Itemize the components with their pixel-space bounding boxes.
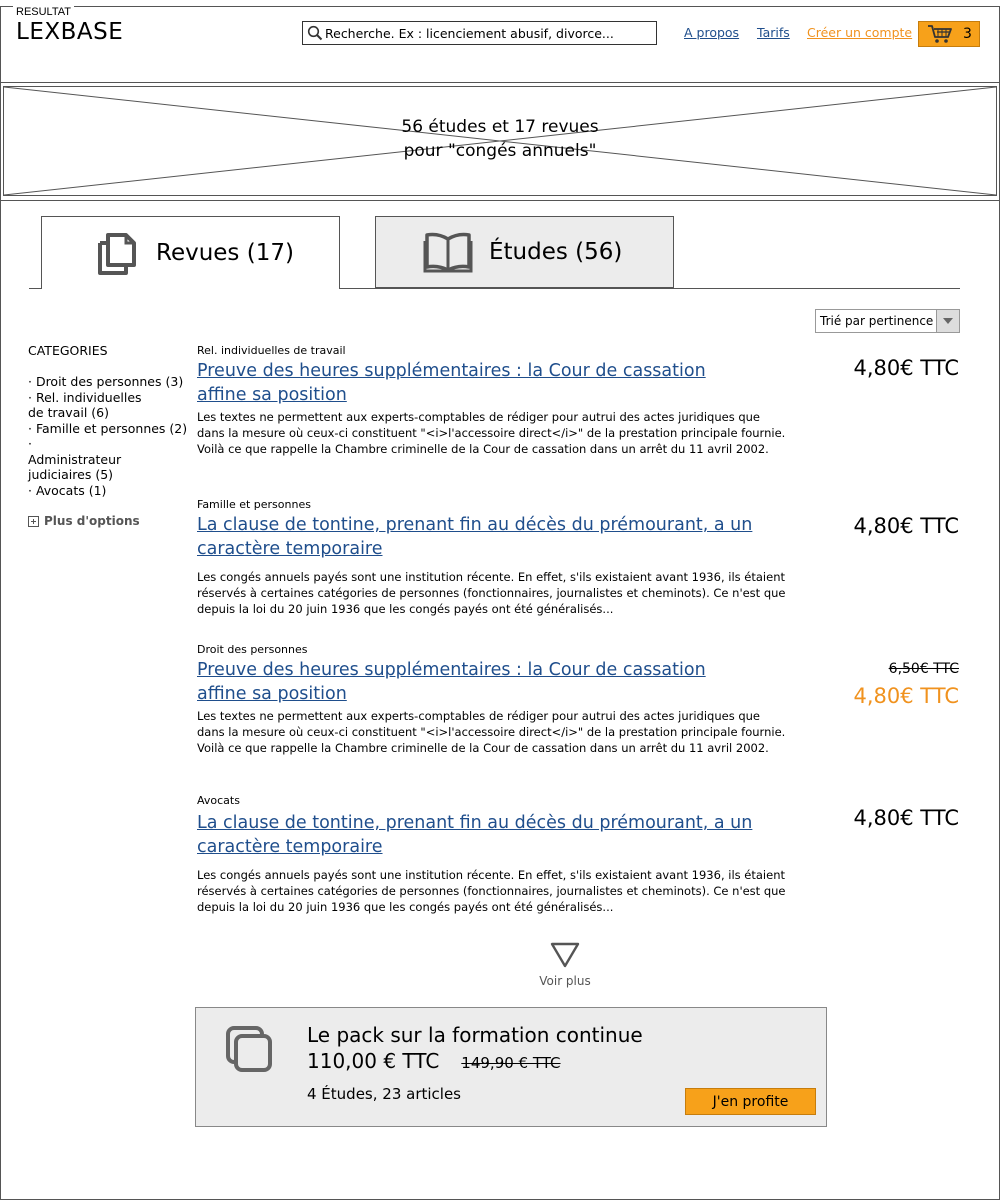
pack-title: Le pack sur la formation continue: [307, 1023, 643, 1047]
nav-link-signup[interactable]: Créer un compte: [807, 25, 913, 40]
more-options-label: Plus d'options: [44, 514, 140, 528]
banner-line-1: 56 études et 17 revues: [401, 117, 599, 137]
result-description: Les textes ne permettent aux experts-comptables de rédiger pour autrui des actes juridiques que dans la mesure où ceux-ci constituent "<i>l'accessoire direct</i>" de la prestation principale fournie. Voilà ce que rappelle la Chambre criminelle de la Cour de cassation dans un arrêt du 11 avril 2002.: [197, 410, 786, 456]
result-category: Rel. individuelles de travail: [197, 344, 346, 357]
result-price: 4,80€ TTC: [853, 806, 959, 830]
result-item: [197, 344, 967, 457]
documents-icon: [94, 229, 142, 277]
sort-select[interactable]: [815, 309, 960, 333]
banner-divider: [0, 200, 1000, 201]
result-item: [197, 498, 967, 617]
result-item: [197, 643, 967, 756]
plus-icon: [28, 516, 39, 527]
header-divider: [0, 82, 1000, 83]
more-options-toggle[interactable]: [28, 514, 188, 528]
tab-etudes-label: Études (56): [489, 239, 623, 265]
search-icon: [307, 25, 323, 41]
frame-label: RESULTAT: [13, 6, 74, 18]
nav-link-about[interactable]: A propos: [684, 25, 740, 40]
tab-etudes[interactable]: [375, 216, 674, 288]
sidebar-item-famille-et-personnes[interactable]: · Famille et personnes (2): [28, 420, 188, 436]
pack-prices: [307, 1049, 561, 1073]
result-old-price: 6,50€ TTC: [888, 661, 959, 677]
cart-button[interactable]: [918, 21, 980, 47]
chevron-down-icon[interactable]: [936, 310, 959, 332]
sort-selected: Trié par pertinence: [820, 314, 934, 328]
pack-count: 4 Études, 23 articles: [307, 1085, 461, 1103]
result-price: 4,80€ TTC: [853, 356, 959, 380]
result-description: Les textes ne permettent aux experts-comptables de rédiger pour autrui des actes juridiques que dans la mesure où ceux-ci constituent "<i>l'accessoire direct</i>" de la prestation principale fournie. Voilà ce que rappelle la Chambre criminelle de la Cour de cassation dans un arrêt du 11 avril 2002.: [197, 709, 786, 755]
sidebar-item-droit-des-personnes[interactable]: · Droit des personnes (3): [28, 374, 184, 389]
pack-documents-icon: [224, 1024, 274, 1074]
cart-count: 3: [963, 26, 972, 42]
result-promo-price: 4,80€ TTC: [853, 684, 959, 708]
voir-plus-button[interactable]: [520, 942, 610, 988]
result-title-link[interactable]: Preuve des heures supplémentaires : la Cour de cassation affine sa position: [197, 660, 706, 704]
sidebar-item-avocats[interactable]: · Avocats (1): [28, 482, 107, 498]
result-description: Les congés annuels payés sont une institution récente. En effet, s'ils existaient avant 1936, ils étaient réservés à certaines catégories de personnes (fonctionnaires, journalistes et cheminots). Ce n'est que depuis la loi du 20 juin 1936 que les congés payés ont été généralisés...: [197, 570, 786, 616]
banner-line-2: pour "congés annuels": [403, 141, 597, 161]
book-icon: [423, 231, 473, 273]
search-box[interactable]: [302, 21, 657, 45]
nav-link-pricing[interactable]: Tarifs: [757, 25, 790, 40]
result-category: Famille et personnes: [197, 498, 311, 511]
pack-cta-button[interactable]: J'en profite: [685, 1088, 816, 1115]
banner-text: [4, 115, 996, 163]
search-input[interactable]: [323, 26, 645, 41]
pack-offer: [195, 1007, 827, 1127]
result-price: 4,80€ TTC: [853, 514, 959, 538]
result-title-link[interactable]: Preuve des heures supplémentaires : la Cour de cassation affine sa position: [197, 361, 706, 405]
result-item: [197, 794, 967, 915]
logo[interactable]: LEXBASE: [16, 19, 124, 45]
voir-plus-label: Voir plus: [539, 974, 591, 988]
result-category: Avocats: [197, 794, 240, 807]
sidebar-item-administrateur[interactable]: · Administrateur judiciaires (5): [28, 436, 122, 482]
banner: [3, 86, 997, 196]
pack-price: 110,00 € TTC: [307, 1049, 440, 1073]
tab-revues-label: Revues (17): [156, 240, 294, 266]
sidebar-item-rel-individuelles[interactable]: · Rel. individuelles de travail (6): [28, 389, 142, 420]
sidebar-title: CATEGORIES: [28, 343, 108, 358]
result-title-link[interactable]: La clause de tontine, prenant fin au décès du prémourant, a un caractère temporaire: [197, 515, 753, 559]
category-sidebar: [28, 343, 188, 528]
tab-revues[interactable]: [41, 216, 340, 289]
triangle-down-icon: [549, 942, 581, 968]
result-description: Les congés annuels payés sont une institution récente. En effet, s'ils existaient avant 1936, ils étaient réservés à certaines catégories de personnes (fonctionnaires, journalistes et cheminots). Ce n'est que depuis la loi du 20 juin 1936 que les congés payés ont été généralisés...: [197, 868, 786, 914]
result-title-link[interactable]: La clause de tontine, prenant fin au décès du prémourant, a un caractère temporaire: [197, 813, 753, 857]
result-category: Droit des personnes: [197, 643, 308, 656]
cart-icon: [927, 24, 953, 44]
pack-old-price: 149,90 € TTC: [461, 1054, 561, 1072]
